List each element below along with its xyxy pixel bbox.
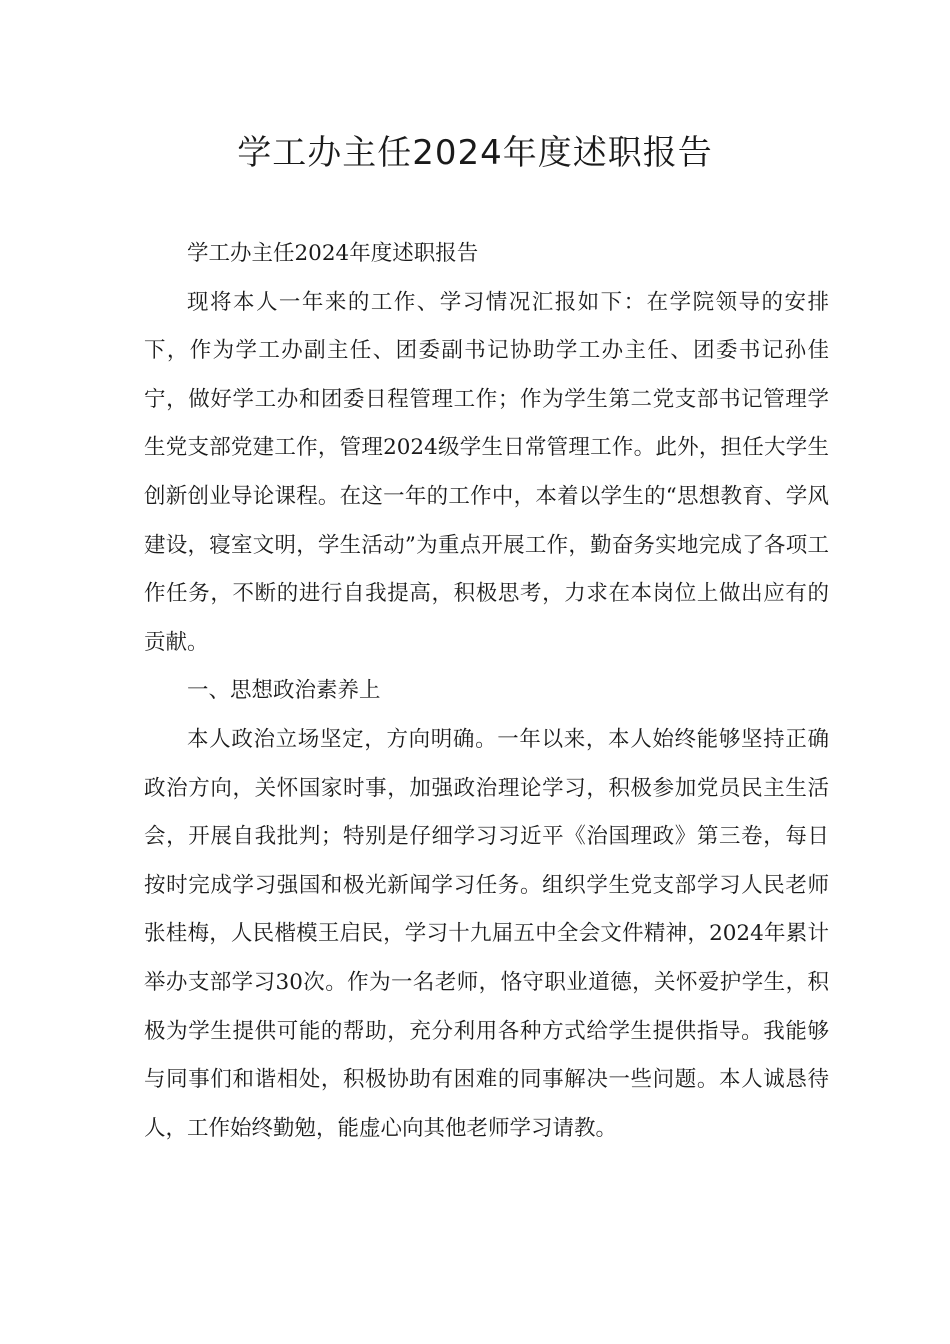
- paragraph-political: 本人政治立场坚定，方向明确。一年以来，本人始终能够坚持正确政治方向，关怀国家时事，加强政治理论学习，积极参加党员民主生活会，开展自我批判；特别是仔细学习习近平《治国理政》第三卷，每日按时完成学习强国和极光新闻学习任务。组织学生党支部学习人民老师张桂梅，人民楷模王启民，学习十九届五中全会文件精神，2024年累计举办支部学习30次。作为一名老师，恪守职业道德，关怀爱护学生，积极为学生提供可能的帮助，充分利用各种方式给学生提供指导。我能够与同事们和谐相处，积极协助有困难的同事解决一些问题。本人诚恳待人，工作始终勤勉，能虚心向其他老师学习请教。: [144, 726, 829, 1141]
- paragraph-subtitle: 学工办主任2024年度述职报告: [187, 241, 479, 266]
- section-heading: 一、思想政治素养上: [187, 678, 381, 704]
- paragraph-intro: 现将本人一年来的工作、学习情况汇报如下：在学院领导的安排下，作为学工办副主任、团委副书记协助学工办主任、团委书记孙佳宁，做好学工办和团委日程管理工作；作为学生第二党支部书记管理学生党支部党建工作，管理2024级学生日常管理工作。此外，担任大学生创新创业导论课程。在这一年的工作中，本着以学生的“思想教育、学风建设，寝室文明，学生活动”为重点开展工作，勤奋务实地完成了各项工作任务，不断的进行自我提高，积极思考，力求在本岗位上做出应有的贡献。: [144, 289, 829, 655]
- document-body: [144, 230, 829, 1153]
- document-title: 学工办主任2024年度述职报告: [237, 133, 713, 173]
